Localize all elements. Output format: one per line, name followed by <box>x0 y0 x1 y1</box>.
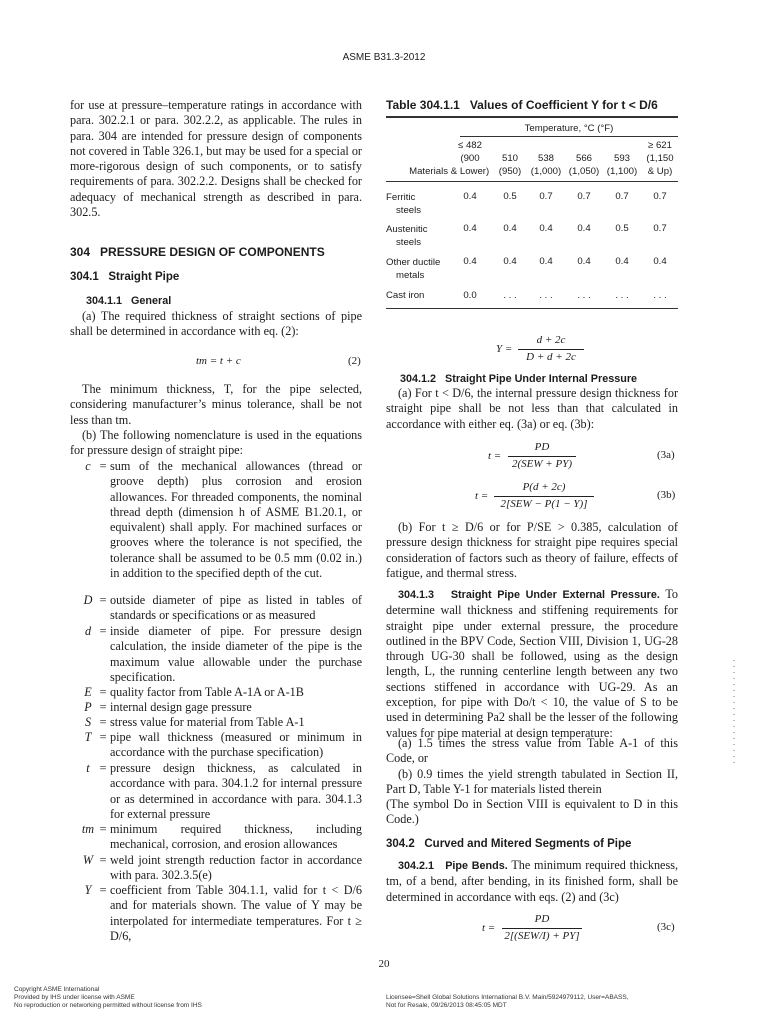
cell: 0.5 <box>503 191 517 202</box>
equation-3b-denominator: 2[SEW − P(1 − Y)] <box>500 498 588 510</box>
intro-paragraph: for use at pressure–temperature ratings in accordance with para. 302.2.1 or para. 302.2.2, as applicable. The rules in para. 304 are intended for pressure design of components not covered in Table 326.1, but may be used for a special or more-rigorous design of such components, or to satisfy requirements of para. 302.2.2. Designs shall be checked for adequacy of mechanical strength as described in para. 302.5. <box>70 98 362 220</box>
cell: 0.4 <box>503 223 517 234</box>
cell: 0.4 <box>539 256 553 267</box>
equation-3c-fraction-bar <box>502 928 582 929</box>
nomenclature-S: S = stress value for material from Table A-1 <box>84 715 305 729</box>
col-header-5-l3: (1,100) <box>606 166 638 177</box>
col-header-2-l2: 510 <box>501 153 518 164</box>
equation-2: tm = t + c <box>196 355 241 367</box>
cell: 0.7 <box>615 191 629 202</box>
cell: 0.4 <box>503 256 517 267</box>
col-header-2-l3: (950) <box>498 166 522 177</box>
nomenclature-c: c = sum of the mechanical allowances (thread or groove depth) plus corrosion and erosion allowances. For threaded components, the nominal thread depth (dimension h of ASME B1.20.1, or equivalent) shall apply. For machined surfaces or grooves where the tolerance is not specified, the tolerance shall be assumed to be 0.5 mm (0.02 in.) in addition to the specified depth of the cut. <box>85 459 362 581</box>
equation-3a-numerator: PD <box>534 441 550 453</box>
equation-2-number: (2) <box>348 355 361 367</box>
nomenclature-E: E = quality factor from Table A-1A or A-1B <box>84 685 304 699</box>
cell: 0.4 <box>463 191 477 202</box>
y-equation-fraction-bar <box>518 349 584 350</box>
para-304-1-2-b: (b) For t ≥ D/6 or for P/SE > 0.385, calculation of pressure design thickness for straight pipe requires special consideration of factors such as theory of failure, effects of fatigue, and thermal stress. <box>386 520 678 580</box>
row-ferritic-material: Ferritic steels <box>386 192 422 216</box>
section-304-2-1-heading: 304.2.1 Pipe Bends. <box>398 860 508 872</box>
cell: 0.0 <box>463 290 477 301</box>
cell: 0.4 <box>615 256 629 267</box>
para-304-1-3-a: (a) 1.5 times the stress value from Table A-1 of this Code, or <box>386 736 678 766</box>
cell: 0.4 <box>577 223 591 234</box>
table-top-rule <box>386 116 678 118</box>
col-header-4-l2: 566 <box>575 153 592 164</box>
cell: 0.7 <box>653 223 667 234</box>
cell: 0.7 <box>653 191 667 202</box>
col-header-3-l2: 538 <box>537 153 554 164</box>
row-other-ductile-material: Other ductile metals <box>386 257 441 281</box>
col-header-6-l3: & Up) <box>647 166 673 177</box>
para-304-1-2-a: (a) For t < D/6, the internal pressure design thickness for straight pipe shall be not less than that calculated in accordance with either eq. (3a) or eq. (3b): <box>386 386 678 431</box>
equation-3b-lhs: t = <box>475 490 489 502</box>
cell: 0.7 <box>577 191 591 202</box>
para-a-general: (a) The required thickness of straight sections of pipe shall be determined in accordance with eq. (2): <box>70 309 362 339</box>
cell: . . . <box>539 290 553 301</box>
y-equation-denominator: D + d + 2c <box>526 351 576 363</box>
equation-3c-lhs: t = <box>482 922 496 934</box>
cell: . . . <box>615 290 629 301</box>
section-304-1-3-heading: 304.1.3 Straight Pipe Under External Pressure. <box>398 589 660 601</box>
min-thickness-paragraph: The minimum thickness, T, for the pipe selected, considering manufacturer’s minus tolerance, shall be not less than tm. <box>70 382 362 427</box>
equation-3b-fraction-bar <box>494 496 594 497</box>
equation-3c-denominator: 2[(SEW/I) + PY] <box>504 930 580 942</box>
para-304-1-3-c: (The symbol Do in Section VIII is equivalent to D in this Code.) <box>386 797 678 827</box>
cell: 0.5 <box>615 223 629 234</box>
para-b-nomenclature-intro: (b) The following nomenclature is used in the equations for pressure design of straight pipe: <box>70 428 362 458</box>
equation-3c-numerator: PD <box>534 913 550 925</box>
col-header-4-l3: (1,050) <box>568 166 600 177</box>
col-header-5-l2: 593 <box>613 153 630 164</box>
col-header-1-l3: & Lower) <box>450 166 490 177</box>
section-304-2-heading: 304.2 Curved and Mitered Segments of Pipe <box>386 838 632 850</box>
cell: 0.4 <box>463 223 477 234</box>
equation-3a-lhs: t = <box>488 450 502 462</box>
equation-3c-number: (3c) <box>657 921 675 933</box>
page-number: 20 <box>378 958 390 970</box>
cell: . . . <box>653 290 667 301</box>
nomenclature-P: P = internal design gage pressure <box>84 700 252 714</box>
col-header-6-l1: ≥ 621 <box>648 140 672 151</box>
equation-3a-number: (3a) <box>657 449 675 461</box>
para-304-1-3-b: (b) 0.9 times the yield strength tabulated in Section II, Part D, Table Y-1 for materials listed therein <box>386 767 678 797</box>
section-304-1-heading: 304.1 Straight Pipe <box>70 271 180 283</box>
cell: 0.4 <box>463 256 477 267</box>
cell: . . . <box>503 290 517 301</box>
section-304-heading: 304 PRESSURE DESIGN OF COMPONENTS <box>70 245 325 259</box>
temperature-header: Temperature, °C (°F) <box>524 123 614 134</box>
row-austenitic-material: Austenitic steels <box>386 224 428 248</box>
equation-3b-number: (3b) <box>657 489 676 501</box>
equation-3a-denominator: 2(SEW + PY) <box>512 458 572 470</box>
section-304-1-2-heading: 304.1.2 Straight Pipe Under Internal Pressure <box>400 373 638 385</box>
equation-3b-numerator: P(d + 2c) <box>522 481 566 493</box>
cell: . . . <box>577 290 591 301</box>
running-head: ASME B31.3-2012 <box>342 52 426 63</box>
y-equation-numerator: d + 2c <box>536 334 566 346</box>
col-header-1-l2: (900 <box>460 153 480 164</box>
cell: 0.7 <box>539 191 553 202</box>
nomenclature-tm: tm = minimum required thickness, including mechanical, corrosion, and erosion allowances <box>81 822 362 852</box>
col-header-6-l2: (1,150 <box>646 153 674 164</box>
cell: 0.4 <box>539 223 553 234</box>
cell: 0.4 <box>577 256 591 267</box>
header-bottom-rule <box>386 181 678 182</box>
para-304-2-1: 304.2.1 Pipe Bends. The minimum required thickness, tm, of a bend, after bending, in its finished form, shall be determined in accordance with eqs. (2) and (3c) <box>386 858 678 904</box>
nomenclature-t: t = pressure design thickness, as calculated in accordance with para. 304.1.2 for internal pressure or as determined in accordance with para. 304.1.3 for external pressure <box>86 761 362 821</box>
equation-3a-fraction-bar <box>508 456 576 457</box>
nomenclature-W: W = weld joint strength reduction factor in accordance with para. 302.3.5(e) <box>82 853 362 883</box>
table-bottom-rule <box>386 308 678 309</box>
col-header-1-l1: ≤ 482 <box>458 140 482 151</box>
temperature-header-rule <box>460 136 678 137</box>
table-title: Table 304.1.1 Values of Coefficient Y for t < D/6 <box>386 98 658 112</box>
nomenclature-Y: Y = coefficient from Table 304.1.1, valid for t < D/6 and for materials shown. The value of Y may be interpolated for intermediate temperatures. For t ≥ D/6, <box>84 883 362 943</box>
nomenclature-D: D = outside diameter of pipe as listed in tables of standards or specifications or as measured <box>83 593 362 623</box>
nomenclature-T: T = pipe wall thickness (measured or minimum in accordance with the purchase specification) <box>84 730 362 760</box>
row-cast-iron-material: Cast iron <box>386 290 425 301</box>
materials-header: Materials <box>409 166 448 177</box>
margin-dotted-mark <box>733 660 735 765</box>
cell: 0.4 <box>653 256 667 267</box>
footer-right: Licensee=Shell Global Solutions International B.V. Main/5924979112, User=ABASS, Not for Resale, 09/26/2013 08:45:05 MDT <box>386 994 629 1009</box>
footer-left: Copyright ASME International Provided by IHS under license with ASME No reproduction or networking permitted without license from IHS <box>14 986 202 1009</box>
y-equation-lhs: Y = <box>496 343 513 355</box>
col-header-3-l3: (1,000) <box>530 166 562 177</box>
section-304-1-1-heading: 304.1.1 General <box>86 295 172 307</box>
para-304-1-3: 304.1.3 Straight Pipe Under External Pressure. To determine wall thickness and stiffening requirements for straight pipe under external pressure, the procedure outlined in the BPV Code, Section VIII, Division 1, UG-28 through UG-30 shall be followed, using as the design length, L, the running centerline length between any two sections stiffened in accordance with UG-29. As an exception, for pipe with Do/t < 10, the value of S to be used in determining Pa2 shall be the lesser of the following values for pipe material at design temperature: <box>386 587 678 740</box>
nomenclature-d: d = inside diameter of pipe. For pressure design calculation, the inside diameter of the pipe is the maximum value allowable under the purchase specification. <box>84 624 362 684</box>
